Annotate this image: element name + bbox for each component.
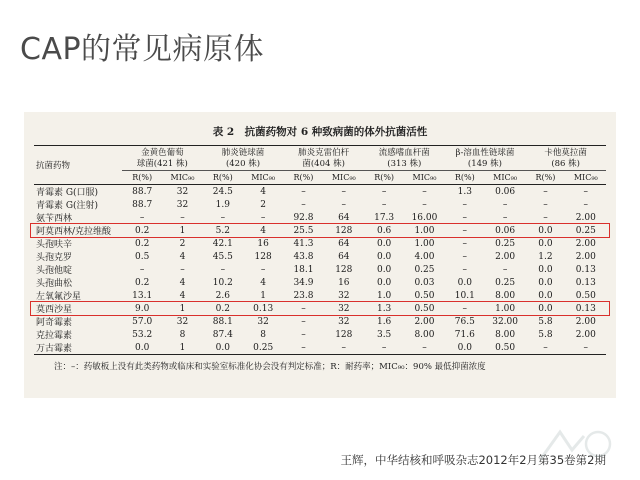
resistance-rate-header: R(%)	[364, 171, 404, 185]
table-cell: 0.0	[538, 303, 553, 314]
table-row	[34, 185, 606, 199]
table-cell: 71.6	[454, 329, 475, 340]
bacteria-group-header	[203, 146, 284, 171]
bacteria-group-header	[525, 146, 606, 171]
citation: 王辉，中华结核和呼吸杂志2012年2月第35卷第2期	[340, 453, 606, 467]
table-cell: 0.5	[135, 251, 150, 262]
table-cell: 2	[179, 238, 186, 249]
table-cell: –	[502, 212, 508, 223]
resistance-rate-header: R(%)	[283, 171, 323, 185]
table-cell: –	[462, 303, 468, 314]
drug-name: 氨苄西林	[36, 214, 73, 224]
table-cell: 64	[338, 212, 350, 223]
table-cell: 0.50	[485, 341, 525, 355]
drug-name: 万古霉素	[34, 341, 122, 355]
table-image-panel	[24, 112, 616, 398]
table-cell: 23.8	[293, 290, 314, 301]
table-cell: –	[462, 225, 468, 236]
bacteria-count: (149 株)	[467, 159, 502, 169]
mic90-header: MIC₉₀	[404, 171, 444, 185]
table-cell: –	[180, 212, 185, 223]
table-cell: 0.0	[457, 277, 472, 288]
table-cell: –	[543, 212, 548, 223]
table-cell: –	[381, 186, 387, 197]
table-cell: 0.0	[538, 238, 553, 249]
bacteria-count: 菌(404 株)	[302, 159, 345, 169]
table-cell: –	[220, 264, 226, 275]
table-row	[34, 263, 606, 276]
table-cell: –	[525, 341, 565, 355]
drug-column-header: 抗菌药物	[34, 146, 122, 185]
table-cell: 0.50	[575, 290, 596, 301]
table-cell: 2.00	[495, 251, 516, 262]
table-cell: –	[381, 199, 387, 210]
table-cell: 16.00	[411, 212, 438, 223]
table-cell: 16	[257, 238, 269, 249]
table-cell: 43.8	[293, 251, 314, 262]
bacteria-name: 流感嗜血杆菌	[378, 148, 430, 158]
table-cell: –	[260, 212, 266, 223]
slide-title: CAP的常见病原体	[20, 32, 265, 67]
bacteria-count: 球菌(421 株)	[136, 159, 188, 169]
table-cell: 32	[257, 316, 269, 327]
table-row	[34, 302, 606, 315]
table-cell: 34.9	[293, 277, 314, 288]
table-cell: 0.2	[135, 225, 150, 236]
table-cell: 88.1	[212, 316, 233, 327]
table-cell: 4	[260, 277, 267, 288]
table-cell: –	[462, 212, 468, 223]
antimicrobial-activity-table	[34, 145, 606, 355]
table-cell: 1.00	[495, 303, 516, 314]
mic90-header: MIC₉₀	[485, 171, 525, 185]
drug-name: 克拉霉素	[36, 331, 73, 341]
drug-name: 阿莫西林/克拉维酸	[36, 227, 112, 237]
table-cell: –	[502, 264, 508, 275]
table-cell: 0.0	[376, 238, 392, 249]
bacteria-count: (313 株)	[387, 159, 422, 169]
table-cell: –	[462, 199, 468, 210]
table-cell: 18.1	[293, 264, 314, 275]
table-cell: 1.6	[376, 316, 392, 327]
table-cell: 0.0	[538, 264, 553, 275]
drug-name: 莫西沙星	[36, 305, 73, 315]
table-cell: 0.0	[376, 251, 392, 262]
table-cell: 0.0	[538, 277, 553, 288]
table-row	[34, 237, 606, 250]
table-cell: 0.0	[203, 341, 243, 355]
bacteria-group-header	[122, 146, 203, 171]
table-cell: –	[543, 186, 548, 197]
table-cell: 13.1	[132, 290, 153, 301]
table-cell: 24.5	[212, 186, 233, 197]
table-cell: 88.7	[132, 186, 153, 197]
table-cell: 5.8	[538, 329, 553, 340]
mic90-header: MIC₉₀	[324, 171, 364, 185]
table-cell: 2	[260, 199, 267, 210]
bacteria-name: 肺炎克雷伯杆	[298, 148, 350, 158]
table-cell: 17.3	[374, 212, 395, 223]
table-row	[34, 315, 606, 328]
table-row	[34, 250, 606, 263]
table-cell: 0.13	[575, 264, 596, 275]
table-cell: 0.2	[215, 303, 230, 314]
table-cell: –	[502, 199, 508, 210]
table-cell: 32	[176, 186, 189, 197]
table-cell: –	[583, 199, 589, 210]
table-cell: 8.00	[414, 329, 435, 340]
table-cell: 2.00	[575, 329, 596, 340]
table-cell: 32.00	[492, 316, 518, 327]
table-cell: 5.8	[538, 316, 553, 327]
table-cell: 1.3	[376, 303, 392, 314]
table-cell: 8	[179, 329, 186, 340]
table-cell: 0.25	[575, 225, 596, 236]
table-cell: 16	[338, 277, 350, 288]
drug-name: 头孢呋辛	[36, 240, 73, 250]
table-cell: –	[364, 341, 404, 355]
table-cell: 1.0	[376, 290, 392, 301]
table-cell: 2.00	[575, 251, 596, 262]
table-caption: 表 2 抗菌药物对 6 种致病菌的体外抗菌活性	[212, 126, 428, 138]
table-cell: 45.5	[212, 251, 233, 262]
table-cell: 5.2	[215, 225, 230, 236]
mic90-header: MIC₉₀	[243, 171, 283, 185]
table-cell: –	[341, 199, 347, 210]
table-cell: 8.00	[495, 329, 516, 340]
table-cell: 0.6	[376, 225, 392, 236]
table-cell: 0.25	[495, 238, 516, 249]
table-cell: 1.3	[457, 186, 472, 197]
table-cell: 2.00	[575, 316, 596, 327]
table-cell: 2.00	[414, 316, 435, 327]
table-cell: 128	[335, 264, 353, 275]
table-cell: 32	[338, 290, 350, 301]
table-cell: 128	[335, 225, 353, 236]
table-cell: 0.25	[495, 277, 516, 288]
drug-name: 青霉素 G(口服)	[36, 188, 99, 198]
table-footnote: 注：–：药敏板上没有此类药物或临床和实验室标准化协会没有判定标准；R：耐药率；MIC₉₀：90% 最低抑菌浓度	[54, 362, 486, 372]
table-cell: 64	[338, 251, 350, 262]
resistance-rate-header: R(%)	[525, 171, 565, 185]
table-cell: 2.00	[575, 212, 596, 223]
table-cell: 8	[260, 329, 267, 340]
bacteria-name: 肺炎链球菌	[221, 148, 265, 158]
table-cell: 1.2	[538, 251, 553, 262]
table-cell: 4	[179, 277, 186, 288]
bacteria-name: β-溶血性链球菌	[455, 148, 515, 158]
table-cell: 4.00	[414, 251, 435, 262]
table-cell: 0.13	[575, 303, 596, 314]
table-cell: 88.7	[132, 199, 153, 210]
table-cell: 0.13	[575, 277, 596, 288]
table-cell: 1	[179, 303, 186, 314]
drug-name: 青霉素 G(注射)	[36, 201, 99, 211]
table-cell: 0.13	[253, 303, 274, 314]
table-cell: –	[324, 341, 364, 355]
bacteria-group-header	[283, 146, 364, 171]
table-cell: 0.2	[135, 238, 150, 249]
table-cell: 1	[179, 225, 186, 236]
table-cell: 32	[176, 316, 189, 327]
table-cell: –	[180, 264, 185, 275]
table-cell: –	[301, 329, 306, 340]
table-cell: 64	[338, 238, 350, 249]
table-cell: –	[462, 238, 468, 249]
table-cell: –	[422, 186, 427, 197]
table-cell: 42.1	[212, 238, 233, 249]
table-cell: 92.8	[293, 212, 314, 223]
table-row	[34, 341, 606, 355]
table-cell: 4	[260, 186, 267, 197]
table-cell: 32	[338, 316, 350, 327]
table-cell: 128	[254, 251, 272, 262]
table-cell: –	[543, 199, 548, 210]
drug-name: 头孢他啶	[36, 266, 73, 276]
table-row	[34, 276, 606, 289]
bacteria-count: (420 株)	[225, 159, 261, 169]
table-cell: 32	[176, 199, 189, 210]
table-cell: –	[301, 199, 306, 210]
drug-name: 阿奇霉素	[36, 318, 73, 328]
table-cell: 0.0	[538, 290, 553, 301]
table-cell: 0.2	[135, 277, 150, 288]
table-cell: 25.5	[293, 225, 314, 236]
table-cell: –	[583, 186, 589, 197]
drug-name: 左氧氟沙星	[36, 292, 82, 302]
bacteria-count: (86 株)	[551, 159, 580, 169]
resistance-rate-header: R(%)	[122, 171, 162, 185]
table-cell: 2.00	[575, 238, 596, 249]
table-cell: 0.0	[376, 264, 392, 275]
table-cell: 76.5	[454, 316, 475, 327]
table-cell: 4	[179, 251, 186, 262]
table-cell: 4	[260, 225, 267, 236]
table-cell: 10.1	[454, 290, 475, 301]
table-cell: 0.06	[495, 225, 516, 236]
table-row	[34, 211, 606, 224]
table-cell: –	[220, 212, 226, 223]
table-cell: –	[462, 251, 468, 262]
table-cell: 1.9	[215, 199, 230, 210]
table-cell: 1.00	[414, 238, 435, 249]
table-cell: 0.03	[414, 277, 435, 288]
mic90-header: MIC₉₀	[566, 171, 606, 185]
table-cell: 1	[260, 290, 267, 301]
drug-name: 头孢克罗	[36, 253, 73, 263]
table-cell: –	[422, 199, 427, 210]
mic90-header: MIC₉₀	[162, 171, 202, 185]
table-cell: –	[566, 341, 606, 355]
table-cell: 0.25	[414, 264, 435, 275]
table-cell: –	[341, 186, 347, 197]
table-cell: 0.06	[495, 186, 516, 197]
table-cell: –	[283, 341, 323, 355]
table-cell: 2.6	[215, 290, 230, 301]
table-cell: 0.50	[414, 303, 435, 314]
table-cell: 1.00	[414, 225, 435, 236]
table-cell: 8.00	[495, 290, 516, 301]
table-cell: 10.2	[212, 277, 233, 288]
table-cell: 32	[338, 303, 350, 314]
table-cell: 3.5	[376, 329, 392, 340]
table-cell: 0.0	[538, 225, 553, 236]
table-row	[34, 328, 606, 341]
table-row	[34, 198, 606, 211]
table-cell: –	[260, 264, 266, 275]
bacteria-name: 金黄色葡萄	[141, 148, 184, 158]
bacteria-group-header	[445, 146, 526, 171]
table-cell: –	[301, 303, 306, 314]
resistance-rate-header: R(%)	[203, 171, 243, 185]
resistance-rate-header: R(%)	[445, 171, 485, 185]
table-cell: 0.25	[243, 341, 283, 355]
table-cell: –	[139, 212, 145, 223]
bacteria-group-header	[364, 146, 445, 171]
table-cell: 87.4	[212, 329, 233, 340]
table-row	[34, 224, 606, 237]
table-cell: 0.0	[122, 341, 162, 355]
table-cell: 57.0	[132, 316, 153, 327]
table-cell: 0.0	[445, 341, 485, 355]
table-cell: 128	[335, 329, 353, 340]
table-cell: 1	[162, 341, 202, 355]
table-cell: 0.50	[414, 290, 435, 301]
drug-name: 头孢曲松	[36, 279, 73, 289]
table-cell: 4	[179, 290, 186, 301]
table-cell: 0.0	[376, 277, 392, 288]
table-cell: –	[139, 264, 145, 275]
table-cell: –	[301, 316, 306, 327]
bacteria-name: 卡他莫拉菌	[544, 148, 587, 158]
table-cell: 9.0	[135, 303, 150, 314]
table-row	[34, 289, 606, 302]
table-cell: –	[462, 264, 468, 275]
table-cell: –	[301, 186, 306, 197]
table-cell: –	[404, 341, 444, 355]
watermark-logo-icon	[532, 420, 622, 470]
table-cell: 41.3	[293, 238, 314, 249]
table-cell: 53.2	[132, 329, 153, 340]
